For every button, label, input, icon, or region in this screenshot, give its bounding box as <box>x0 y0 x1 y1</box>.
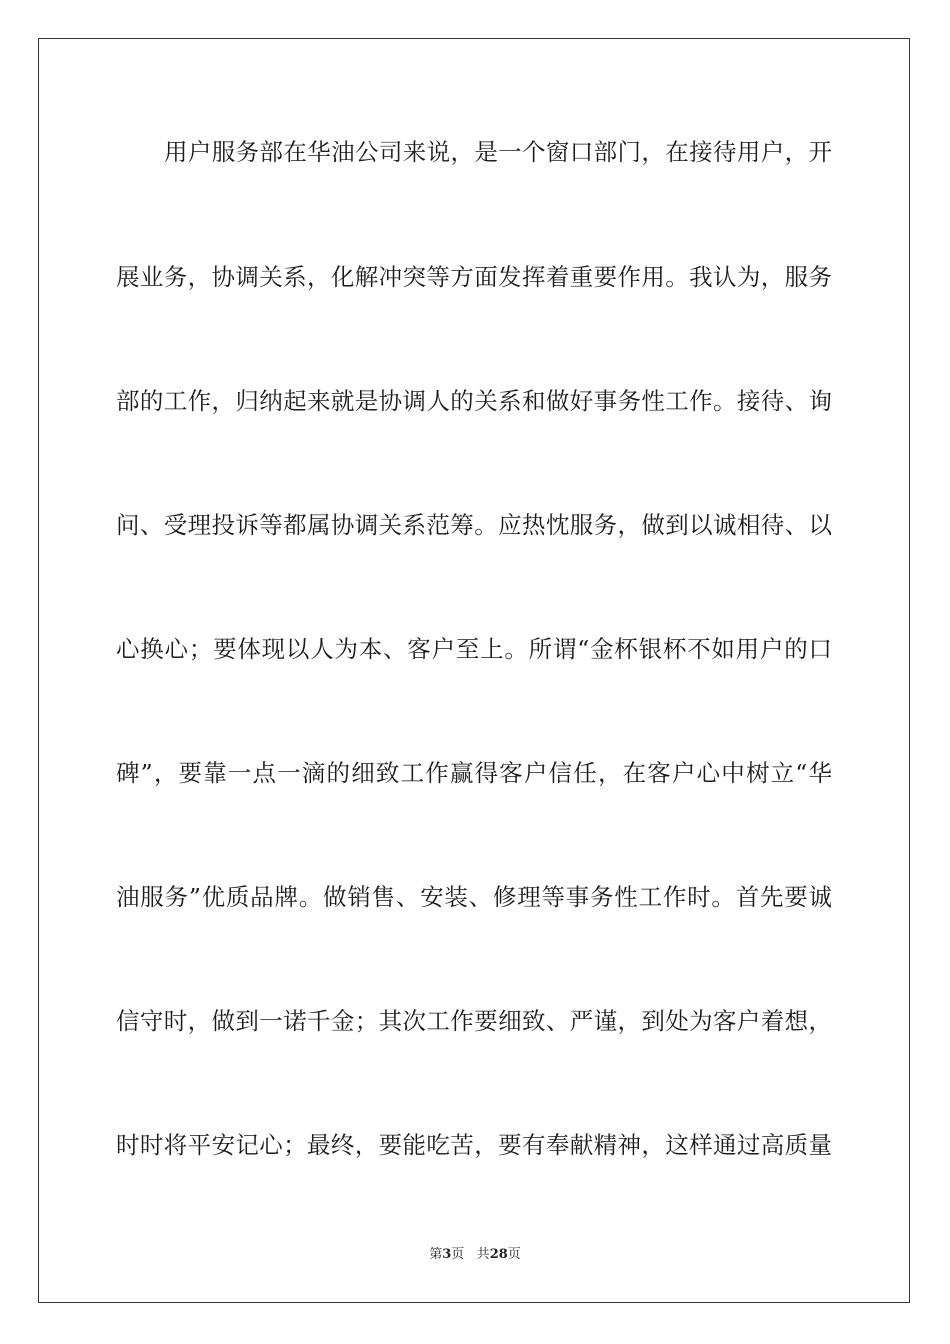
text-line: 油服务”优质品牌。做销售、安装、修理等事务性工作时。首先要诚 <box>116 883 832 911</box>
text-line: 时时将平安记心；最终，要能吃苦，要有奉献精神，这样通过高质量 <box>116 1131 832 1159</box>
text-line: 心换心；要体现以人为本、客户至上。所谓“金杯银杯不如用户的口 <box>116 635 832 663</box>
page-prefix: 第 <box>429 1247 443 1262</box>
page-number: 3 <box>442 1247 452 1262</box>
text-line: 部的工作，归纳起来就是协调人的关系和做好事务性工作。接待、询 <box>116 387 832 415</box>
text-line: 信守时，做到一诺千金；其次工作要细致、严谨，到处为客户着想， <box>116 1007 832 1035</box>
text-line: 用户服务部在华油公司来说，是一个窗口部门，在接待用户，开 <box>164 138 832 166</box>
text-line: 碑”，要靠一点一滴的细致工作赢得客户信任，在客户心中树立“华 <box>116 759 832 787</box>
text-line: 问、受理投诉等都属协调关系范筹。应热忱服务，做到以诚相待、以 <box>116 511 832 539</box>
total-prefix: 共 <box>476 1247 490 1262</box>
text-line: 展业务，协调关系，化解冲突等方面发挥着重要作用。我认为，服务 <box>116 263 832 291</box>
total-pages: 28 <box>489 1247 508 1262</box>
page-suffix: 页 <box>451 1247 465 1262</box>
page-footer <box>0 1246 950 1264</box>
total-suffix: 页 <box>507 1247 521 1262</box>
page-border <box>38 38 910 1303</box>
